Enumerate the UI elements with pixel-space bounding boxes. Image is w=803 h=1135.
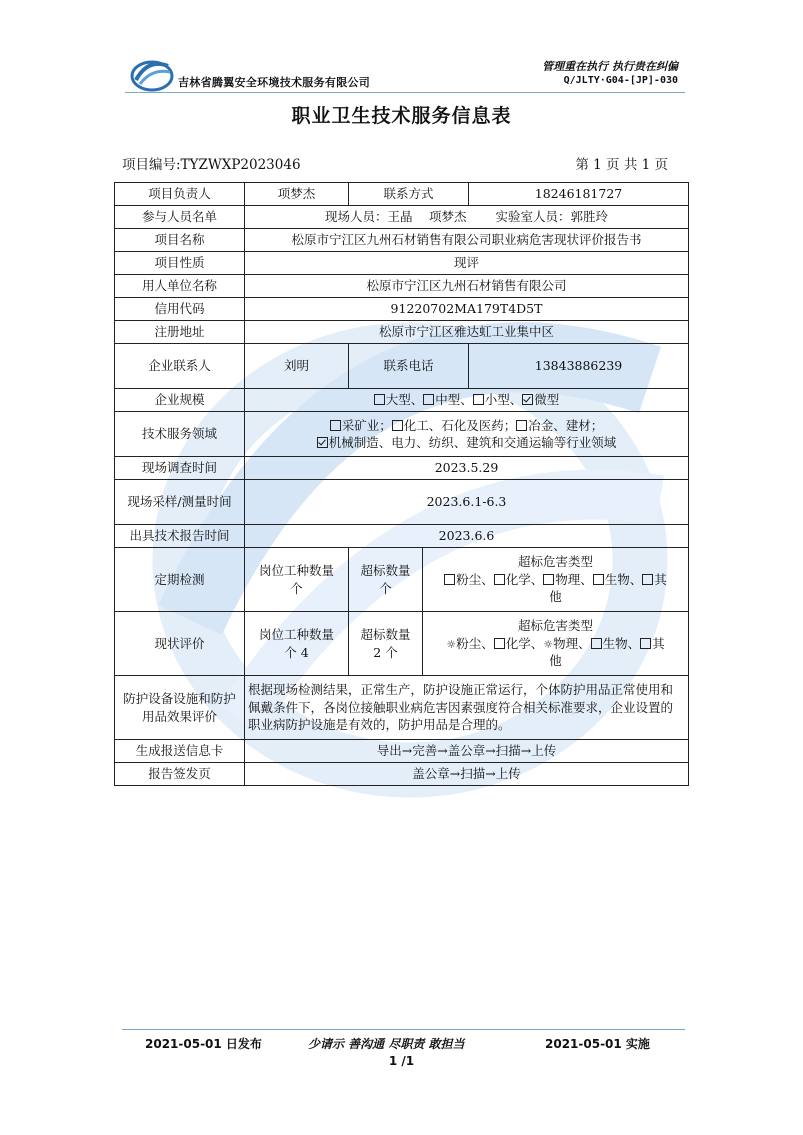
- table-row: [115, 321, 689, 344]
- gear-checked-icon: ☼: [543, 637, 554, 651]
- enterprise-phone: 13843886239: [469, 344, 689, 389]
- service-field-options: 采矿业； 化工、石化及医药； 冶金、建材； 机械制造、电力、纺织、建筑和交通运输等行业领域: [245, 412, 689, 457]
- checkbox-icon: [543, 574, 554, 585]
- survey-time-value: 2023.5.29: [245, 457, 689, 480]
- label-service-field: 技术服务领域: [115, 412, 245, 457]
- table-row: [115, 206, 689, 229]
- table-row: [115, 229, 689, 252]
- document-number: Q/JLTY·G04-[JP]-030: [563, 75, 678, 86]
- table-row: [115, 252, 689, 275]
- table-row: [115, 389, 689, 412]
- protection-eval-value: 根据现场检测结果，正常生产，防护设施正常运行，个体防护用品正常使用和佩戴条件下，各岗位接触职业病危害因素强度符合相关标准要求，企业设置的职业病防护设施是有效的，防护用品是合理的。: [245, 676, 689, 740]
- checkbox-icon: [392, 420, 403, 431]
- scale-options: 大型、 中型、 小型、 微型: [245, 389, 689, 412]
- project-number: 项目编号:TYZWXP2023046: [122, 157, 301, 173]
- footer-motto: 少请示 善沟通 尽职责 敢担当: [308, 1037, 465, 1051]
- checked-checkbox-icon: [522, 394, 533, 405]
- label-survey-time: 现场调查时间: [115, 457, 245, 480]
- checkbox-icon: [593, 574, 604, 585]
- label-credit-code: 信用代码: [115, 298, 245, 321]
- table-row: [115, 457, 689, 480]
- label-status-eval: 现状评价: [115, 612, 245, 676]
- table-row: [115, 183, 689, 206]
- contact-phone: 18246181727: [469, 183, 689, 206]
- report-time-value: 2023.6.6: [245, 525, 689, 548]
- info-card-value: 导出→完善→盖公章→扫描→上传: [245, 740, 689, 763]
- company-logo-icon: [130, 54, 174, 94]
- table-row: [115, 275, 689, 298]
- label-signing-page: 报告签发页: [115, 763, 245, 786]
- label-enterprise-contact: 企业联系人: [115, 344, 245, 389]
- checkbox-icon: [330, 420, 341, 431]
- header-divider: [125, 92, 685, 93]
- checkbox-icon: [444, 574, 455, 585]
- header-slogan: 管理重在执行 执行贵在纠偏: [542, 60, 678, 73]
- checkbox-icon: [423, 394, 434, 405]
- table-row: [115, 525, 689, 548]
- checkbox-icon: [591, 638, 602, 649]
- status-hazard-types: 超标危害类型 ☼粉尘、 化学、☼物理、 生物、 其 他: [423, 612, 689, 676]
- sampling-time-value: 2023.6.1-6.3: [245, 480, 689, 525]
- status-exceed-count: 超标数量 2 个: [349, 612, 423, 676]
- label-participants: 参与人员名单: [115, 206, 245, 229]
- credit-code-value: 91220702MA179T4D5T: [245, 298, 689, 321]
- participants-value: 现场人员：王晶 项梦杰 实验室人员：郭胜玲: [245, 206, 689, 229]
- label-periodic-test: 定期检测: [115, 548, 245, 612]
- label-project-leader: 项目负责人: [115, 183, 245, 206]
- project-nature-value: 现评: [245, 252, 689, 275]
- effective-date: 2021-05-01 实施: [545, 1037, 650, 1051]
- periodic-exceed-count: 超标数量 个: [349, 548, 423, 612]
- gear-checked-icon: ☼: [446, 637, 457, 651]
- page-title: 职业卫生技术服务信息表: [291, 105, 512, 127]
- checkbox-icon: [516, 420, 527, 431]
- table-row: [115, 298, 689, 321]
- checkbox-icon: [494, 638, 505, 649]
- page-info: 第 1 页 共 1 页: [575, 157, 668, 173]
- table-row: [115, 676, 689, 740]
- info-table: [114, 182, 689, 786]
- label-scale: 企业规模: [115, 389, 245, 412]
- label-project-nature: 项目性质: [115, 252, 245, 275]
- table-row: [115, 763, 689, 786]
- label-address: 注册地址: [115, 321, 245, 344]
- address-value: 松原市宁江区雅达虹工业集中区: [245, 321, 689, 344]
- table-row: [115, 548, 689, 612]
- table-row: [115, 612, 689, 676]
- checkbox-icon: [640, 638, 651, 649]
- signing-page-value: 盖公章→扫描→上传: [245, 763, 689, 786]
- label-employer: 用人单位名称: [115, 275, 245, 298]
- footer-page-number: 1 /1: [388, 1054, 415, 1068]
- employer-value: 松原市宁江区九州石材销售有限公司: [245, 275, 689, 298]
- company-name: 吉林省腾翼安全环境技术服务有限公司: [178, 76, 371, 89]
- project-name-value: 松原市宁江区九州石材销售有限公司职业病危害现状评价报告书: [245, 229, 689, 252]
- release-date: 2021-05-01 日发布: [145, 1037, 262, 1051]
- checkbox-icon: [642, 574, 653, 585]
- label-protection-eval: 防护设备设施和防护用品效果评价: [115, 676, 245, 740]
- checkbox-icon: [374, 394, 385, 405]
- checked-checkbox-icon: [317, 437, 328, 448]
- table-row: [115, 344, 689, 389]
- periodic-post-count: 岗位工种数量 个: [245, 548, 349, 612]
- table-row: [115, 480, 689, 525]
- label-report-time: 出具技术报告时间: [115, 525, 245, 548]
- label-sampling-time: 现场采样/测量时间: [115, 480, 245, 525]
- footer-divider: [122, 1029, 685, 1030]
- enterprise-contact-name: 刘明: [245, 344, 349, 389]
- label-project-name: 项目名称: [115, 229, 245, 252]
- table-row: [115, 740, 689, 763]
- table-row: [115, 412, 689, 457]
- status-post-count: 岗位工种数量 个 4: [245, 612, 349, 676]
- periodic-hazard-types: 超标危害类型 粉尘、 化学、 物理、 生物、 其 他: [423, 548, 689, 612]
- label-info-card: 生成报送信息卡: [115, 740, 245, 763]
- label-contact: 联系方式: [349, 183, 469, 206]
- label-phone: 联系电话: [349, 344, 469, 389]
- project-leader-name: 项梦杰: [245, 183, 349, 206]
- checkbox-icon: [494, 574, 505, 585]
- checkbox-icon: [473, 394, 484, 405]
